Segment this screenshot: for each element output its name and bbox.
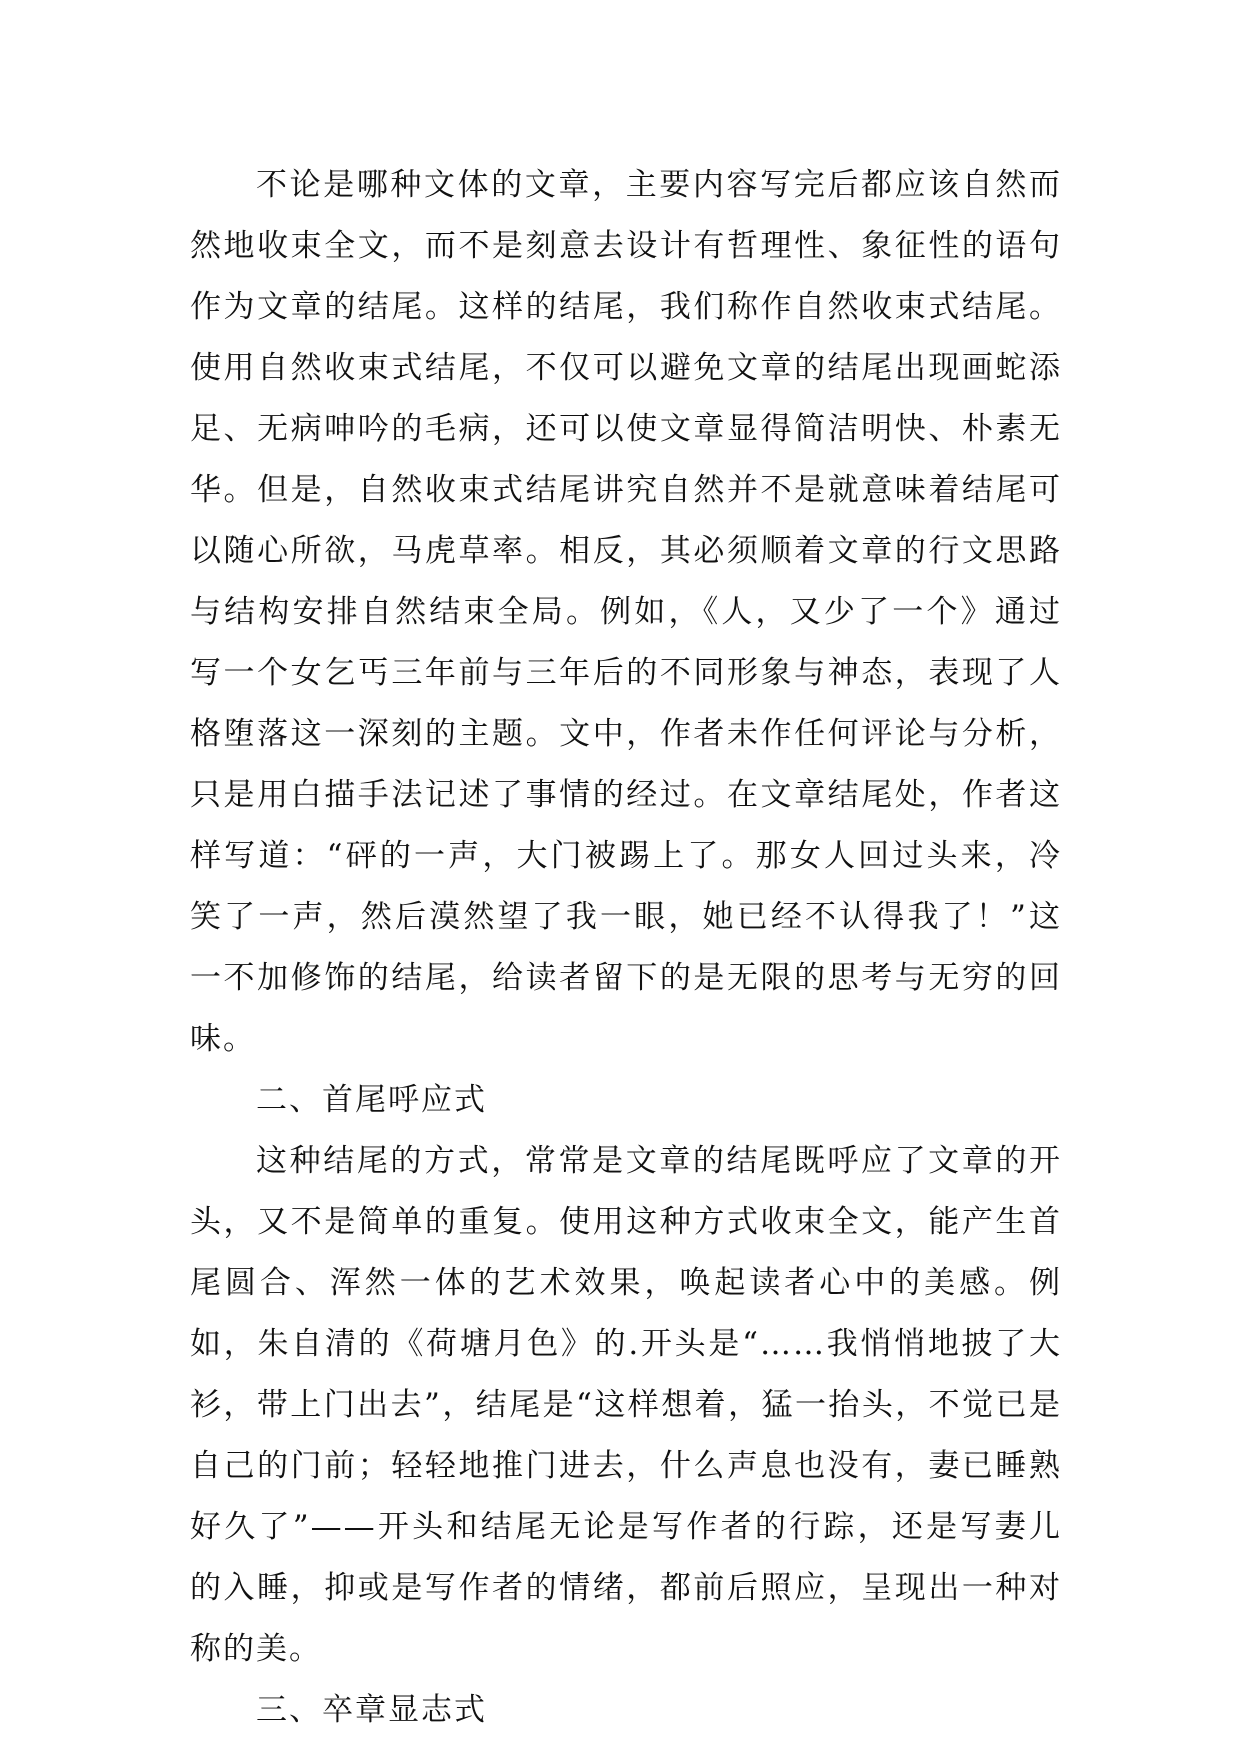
- document-page: [190, 155, 1062, 1741]
- section-heading-end-reveals-theme: 三、卒章显志式: [256, 1692, 487, 1728]
- body-paragraph-head-tail-echo: 这种结尾的方式，常常是文章的结尾既呼应了文章的开头，又不是简单的重复。使用这种方式收束全文，能产生首尾圆合、浑然一体的艺术效果，唤起读者心中的美感。例如，朱自清的《荷塘月色》的.开头是“……我悄悄地披了大衫，带上门出去”，结尾是“这样想着，猛一抬头，不觉已是自己的门前；轻轻地推门进去，什么声息也没有，妻已睡熟好久了”——开头和结尾无论是写作者的行踪，还是写妻儿的入睡，抑或是写作者的情绪，都前后照应，呈现出一种对称的美。: [190, 1143, 1062, 1667]
- body-paragraph-natural-ending: 不论是哪种文体的文章，主要内容写完后都应该自然而然地收束全文，而不是刻意去设计有哲理性、象征性的语句作为文章的结尾。这样的结尾，我们称作自然收束式结尾。使用自然收束式结尾，不仅可以避免文章的结尾出现画蛇添足、无病呻吟的毛病，还可以使文章显得简洁明快、朴素无华。但是，自然收束式结尾讲究自然并不是就意味着结尾可以随心所欲，马虎草率。相反，其必须顺着文章的行文思路与结构安排自然结束全局。例如，《人，又少了一个》通过写一个女乞丐三年前与三年后的不同形象与神态，表现了人格堕落这一深刻的主题。文中，作者未作任何评论与分析，只是用白描手法记述了事情的经过。在文章结尾处，作者这样写道：“砰的一声，大门被踢上了。那女人回过头来，冷笑了一声，然后漠然望了我一眼，她已经不认得我了！”这一不加修饰的结尾，给读者留下的是无限的思考与无穷的回味。: [190, 167, 1062, 1057]
- section-heading-head-tail-echo: 二、首尾呼应式: [256, 1082, 487, 1118]
